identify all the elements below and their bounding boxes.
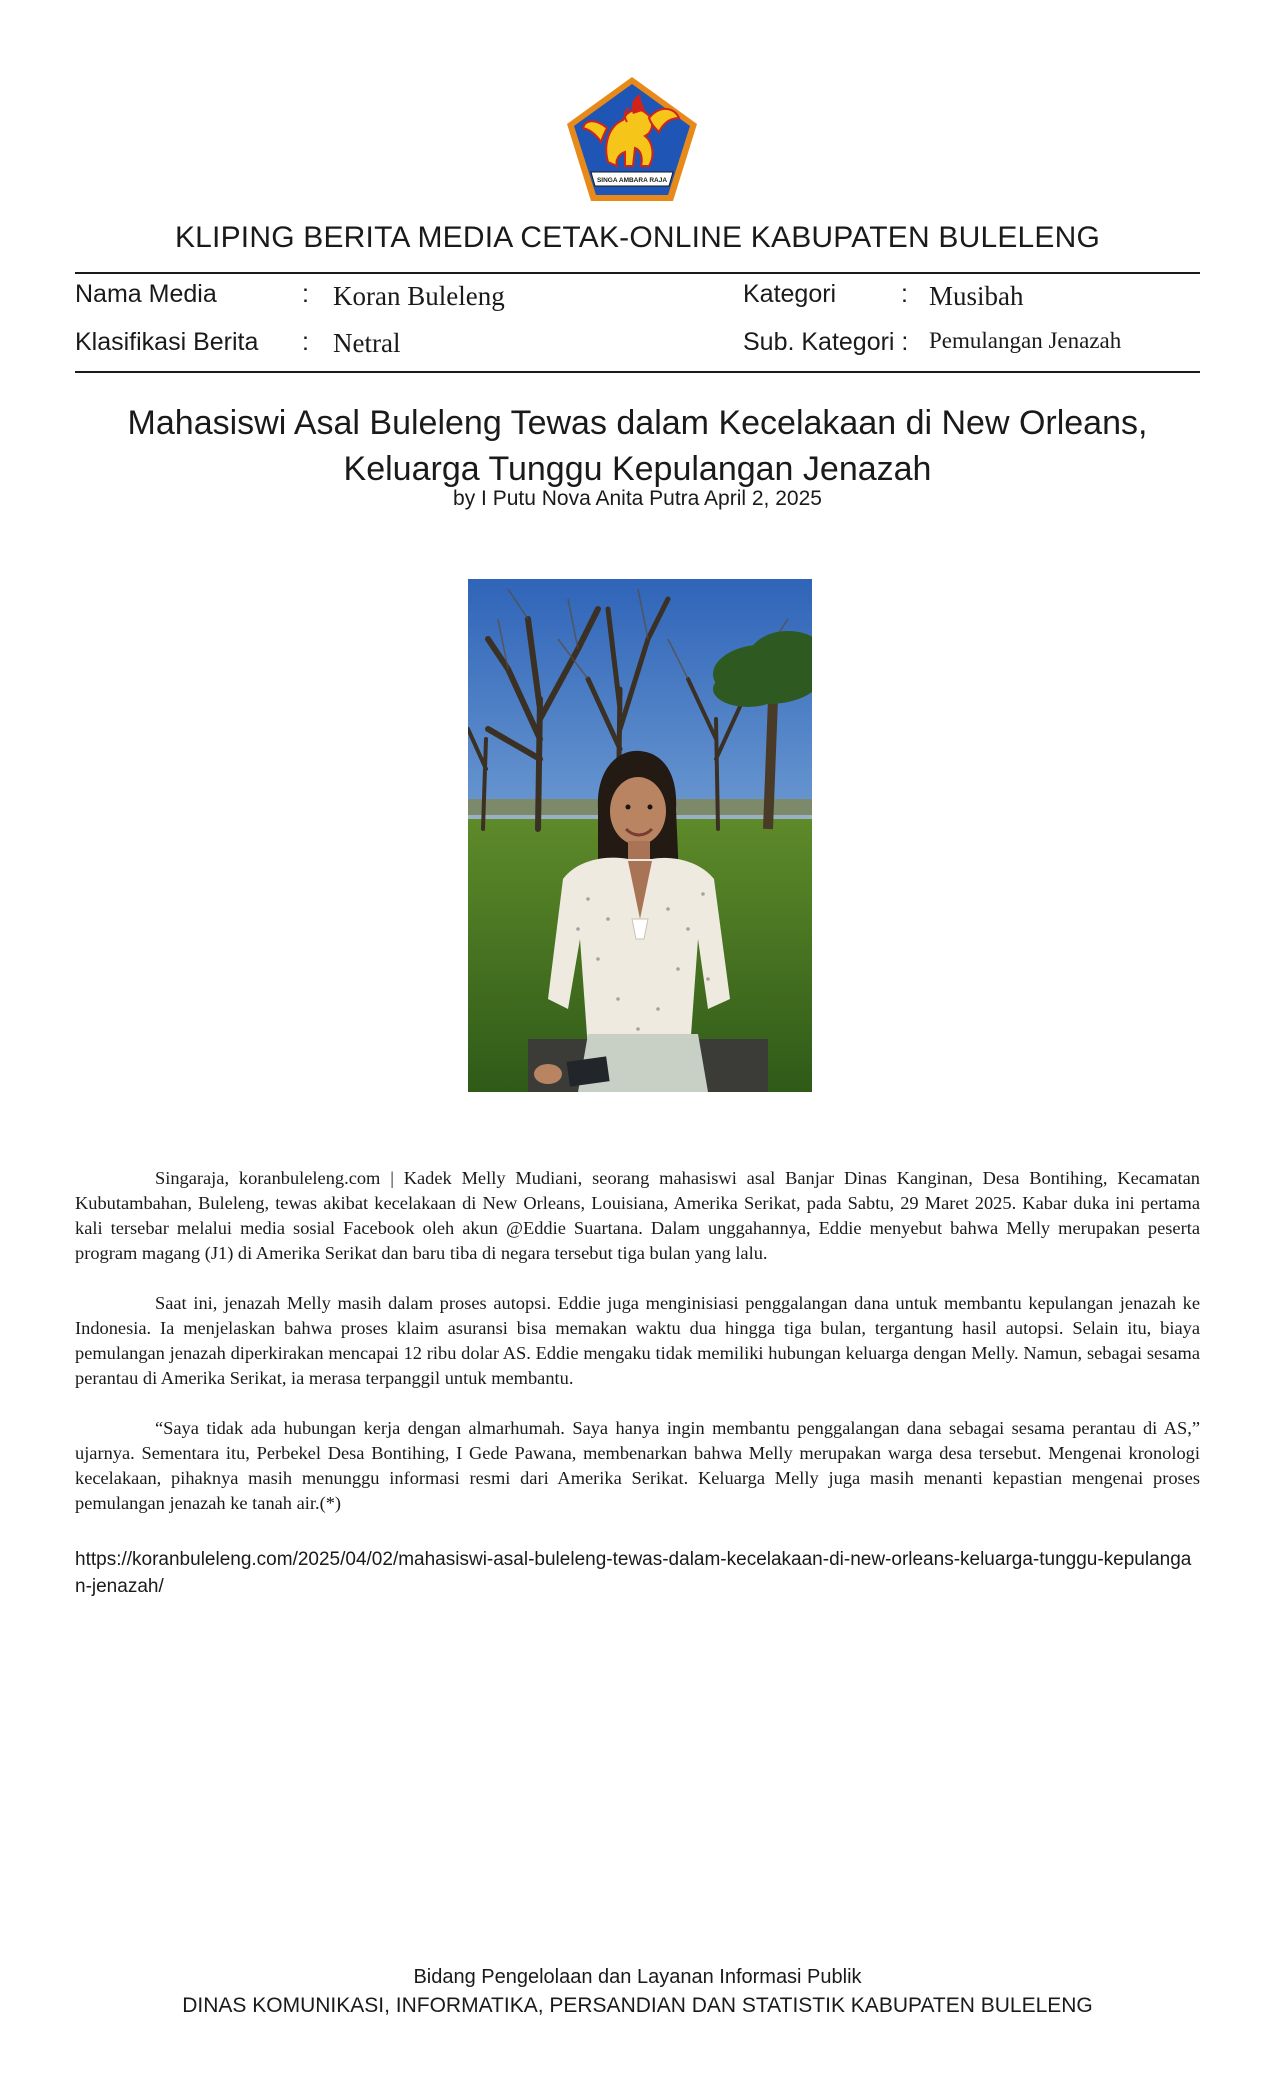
headline-line-1: Mahasiswi Asal Buleleng Tewas dalam Kecelakaan di New Orleans, bbox=[127, 404, 1148, 442]
logo-ribbon-text: SINGA AMBARA RAJA bbox=[596, 177, 668, 184]
kategori-label: Kategori bbox=[743, 280, 837, 308]
kategori-colon: : bbox=[901, 280, 908, 308]
header-bottom-rule bbox=[75, 371, 1200, 373]
footer-dinas: DINAS KOMUNIKASI, INFORMATIKA, PERSANDIAN DAN STATISTIK KABUPATEN BULELENG bbox=[182, 1994, 1093, 2017]
article-paragraph-1: Singaraja, koranbuleleng.com | Kadek Melly Mudiani, seorang mahasiswi asal Banjar Dinas Kanginan, Desa Bontihing, Kecamatan Kubutambahan, Buleleng, tewas akibat kecelakaan di New Orleans, Louisiana, Amerika Serikat, pada Sabtu, 29 Maret 2025. Kabar duka ini pertama kali tersebar melalui media sosial Facebook oleh akun @Eddie Suartana. Dalam unggahannya, Eddie menyebut bahwa Melly merupakan peserta program magang (J1) di Amerika Serikat dan baru tiba di negara tersebut tiga bulan yang lalu. bbox=[75, 1168, 1200, 1263]
headline-line-2: Keluarga Tunggu Kepulangan Jenazah bbox=[343, 450, 932, 488]
article-byline: by I Putu Nova Anita Putra April 2, 2025 bbox=[453, 487, 822, 510]
article-paragraph-3: “Saya tidak ada hubungan kerja dengan almarhumah. Saya hanya ingin membantu penggalangan dana sebagai sesama perantau di AS,” ujarnya. Sementara itu, Perbekel Desa Bontihing, I Gede Pawana, membenarkan bahwa Melly merupakan warga desa tersebut. Mengenai kronologi kecelakaan, pihaknya masih menunggu informasi resmi dari Amerika Serikat. Keluarga Melly juga masih menanti kepastian mengenai proses pemulangan jenazah ke tanah air.(*) bbox=[75, 1418, 1200, 1513]
article-headline bbox=[0, 400, 1275, 492]
klasifikasi-colon: : bbox=[302, 328, 309, 356]
header-top-rule bbox=[75, 272, 1200, 274]
sub-kategori-value: Pemulangan Jenazah bbox=[929, 328, 1122, 353]
nama-media-label: Nama Media bbox=[75, 280, 217, 308]
kliping-title: KLIPING BERITA MEDIA CETAK-ONLINE KABUPATEN BULELENG bbox=[174, 221, 1101, 254]
article-source-url: https://koranbuleleng.com/2025/04/02/mahasiswi-asal-buleleng-tewas-dalam-kecelakaan-di-new-orleans-keluarga-tunggu-kepulangan-jenazah/ bbox=[75, 1549, 1192, 1597]
klasifikasi-value: Netral bbox=[333, 328, 401, 358]
nama-media-colon: : bbox=[302, 280, 309, 308]
nama-media-value: Koran Buleleng bbox=[333, 281, 505, 311]
sub-kategori-label: Sub. Kategori : bbox=[743, 328, 909, 356]
article-paragraph-2: Saat ini, jenazah Melly masih dalam proses autopsi. Eddie juga menginisiasi penggalangan dana untuk membantu kepulangan jenazah ke Indonesia. Ia menjelaskan bahwa proses klaim asuransi bisa memakan waktu dua hingga tiga bulan, tergantung hasil autopsi. Selain itu, biaya pemulangan jenazah diperkirakan mencapai 12 ribu dolar AS. Eddie mengaku tidak memiliki hubungan keluarga dengan Melly. Namun, sebagai sesama perantau di Amerika Serikat, ia merasa terpanggil untuk membantu. bbox=[75, 1293, 1200, 1388]
buleleng-emblem-logo bbox=[563, 74, 701, 204]
article-body bbox=[75, 1166, 1200, 1541]
klasifikasi-label: Klasifikasi Berita bbox=[75, 328, 259, 356]
footer-bidang: Bidang Pengelolaan dan Layanan Informasi Publik bbox=[413, 1966, 862, 1988]
kategori-value: Musibah bbox=[929, 281, 1024, 311]
article-photo bbox=[468, 579, 812, 1092]
